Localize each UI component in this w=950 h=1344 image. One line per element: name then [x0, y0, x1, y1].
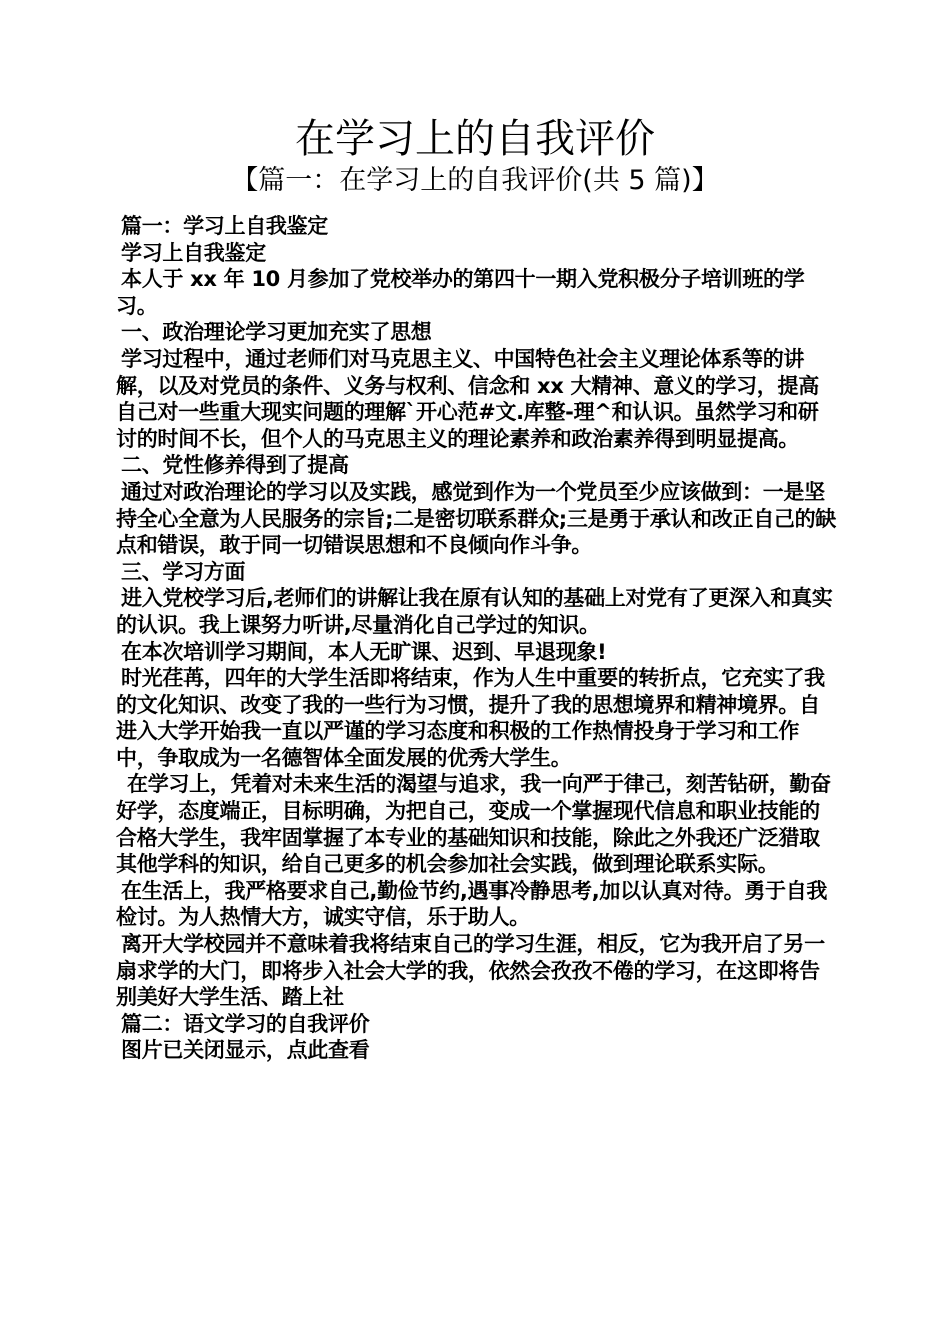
section-heading: 一、政治理论学习更加充实了思想: [121, 320, 432, 345]
document-subtitle: 【篇一：在学习上的自我评价(共 5 篇)】: [231, 165, 719, 196]
document-title: 在学习上的自我评价: [295, 116, 655, 162]
section-heading: 篇二：语文学习的自我评价: [121, 1011, 370, 1036]
section-heading: 二、党性修养得到了提高: [121, 453, 349, 478]
body-paragraph: 学习过程中，通过老师们对马克思主义、中国特色社会主义理论体系等的讲解，以及对党员的条件、义务与权利、信念和 xx 大精神、意义的学习，提高自己对一些重大现实问题的理解`开心范#文.库整-理^和认识。虽然学习和研讨的时间不长，但个人的马克思主义的理论素养和政治素养得到明显提高。: [116, 346, 819, 451]
body-paragraph: 离开大学校园并不意味着我将结束自己的学习生涯，相反，它为我开启了另一扇求学的大门，即将步入社会大学的我，依然会孜孜不倦的学习，在这即将告别美好大学生活、踏上社: [116, 932, 825, 1010]
body-paragraph: 进入党校学习后,老师们的讲解让我在原有认知的基础上对党有了更深入和真实的认识。我上课努力听讲,尽量消化自己学过的知识。: [116, 586, 833, 637]
section-heading: 三、学习方面: [121, 559, 246, 584]
body-paragraph: 在生活上，我严格要求自己,勤俭节约,遇事冷静思考,加以认真对待。勇于自我检讨。为人热情大方，诚实守信，乐于助人。: [116, 878, 828, 930]
body-paragraph: 通过对政治理论的学习以及实践，感觉到作为一个党员至少应该做到：一是坚持全心全意为人民服务的宗旨;二是密切联系群众;三是勇于承认和改正自己的缺点和错误，敢于同一切错误思想和不良倾向作斗争。: [116, 479, 836, 558]
section-heading: 篇一：学习上自我鉴定: [121, 214, 328, 238]
image-hidden-link[interactable]: 图片已关闭显示，点此查看: [121, 1038, 370, 1063]
body-paragraph: 在本次培训学习期间，本人无旷课、迟到、早退现象!: [121, 639, 607, 664]
document-body: [116, 213, 838, 1064]
section-heading: 学习上自我鉴定: [121, 240, 266, 265]
body-paragraph: 在学习上，凭着对未来生活的渴望与追求，我一向严于律己，刻苦钻研，勤奋好学，态度端正，目标明确，为把自己，变成一个掌握现代信息和职业技能的合格大学生，我牢固掌握了本专业的基础知识和技能，除此之外我还广泛猎取其他学科的知识，给自己更多的机会参加社会实践，做到理论联系实际。: [116, 772, 831, 877]
body-paragraph: 本人于 xx 年 10 月参加了党校举办的第四十一期入党积极分子培训班的学习。: [116, 267, 805, 318]
body-paragraph: 时光荏苒，四年的大学生活即将结束，作为人生中重要的转折点，它充实了我的文化知识、改变了我的一些行为习惯，提升了我的思想境界和精神境界。自进入大学开始我一直以严谨的学习态度和积极的工作热情投身于学习和工作中，争取成为一名德智体全面发展的优秀大学生。: [116, 666, 825, 770]
